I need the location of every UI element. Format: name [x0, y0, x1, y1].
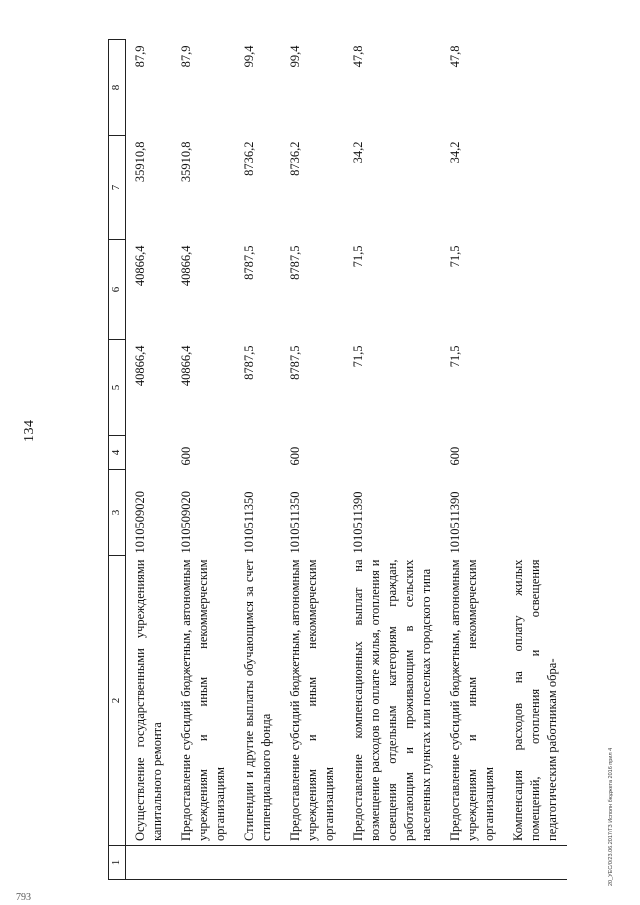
row-name: Предоставление компенсационных выплат на возмещение расходов по оплате жилья, отопления и освещения отдельным категориям граждан, работающим и проживающим в сельских населенных пунктах или поселках городского типа [351, 559, 433, 841]
row-name: Осуществление государственными учреждениями капитального ремонта [133, 559, 164, 841]
row-code: 1010511350 [288, 491, 302, 554]
row-col5: 71,5 [351, 345, 365, 368]
row-code: 1010511390 [351, 491, 365, 554]
header-col-1: 1 [109, 846, 126, 880]
row-kvr: 600 [448, 446, 462, 466]
budget-table [108, 39, 567, 880]
row-col7: 35910,8 [179, 141, 193, 183]
row-name: Стипендии и другие выплаты обучающимся за счет стипендиального фонда [242, 559, 273, 841]
row-col5 [504, 340, 567, 436]
header-col-5: 5 [109, 340, 126, 436]
row-col8: 47,8 [448, 45, 462, 68]
table-row [441, 40, 504, 880]
row-code: 1010511350 [242, 491, 256, 554]
row-kvr [235, 436, 281, 470]
header-col-7: 7 [109, 136, 126, 240]
row-col7: 8736,2 [288, 141, 302, 176]
row-col6: 40866,4 [179, 245, 193, 287]
row-col8: 87,9 [179, 45, 193, 68]
row-col6: 71,5 [448, 245, 462, 268]
row-code: 1010509020 [133, 491, 147, 554]
row-name: Предоставление субсидий бюджетным, автономным учреждениям и иным некоммерческим организациям [288, 559, 336, 841]
row-name: Предоставление субсидий бюджетным, автономным учреждениям и иным некоммерческим организациям [448, 559, 496, 841]
row-col8: 99,4 [288, 45, 302, 68]
row-col6 [504, 240, 567, 340]
corner-mark: 793 [16, 892, 31, 903]
row-kvr: 600 [179, 446, 193, 466]
header-col-4: 4 [109, 436, 126, 470]
rotated-page [108, 40, 578, 880]
row-col8: 99,4 [242, 45, 256, 68]
table-row [344, 40, 441, 880]
row-col8: 47,8 [351, 45, 365, 68]
header-col-2: 2 [109, 556, 126, 846]
row-col6: 40866,4 [133, 245, 147, 287]
row-col5: 8787,5 [288, 345, 302, 380]
row-col8 [504, 40, 567, 136]
row-kvr [126, 436, 173, 470]
table-row [235, 40, 281, 880]
row-col5: 71,5 [448, 345, 462, 368]
row-col7: 34,2 [448, 141, 462, 164]
header-col-8: 8 [109, 40, 126, 136]
row-kvr: 600 [288, 446, 302, 466]
row-col5: 8787,5 [242, 345, 256, 380]
row-col5: 40866,4 [133, 345, 147, 387]
header-col-3: 3 [109, 470, 126, 556]
row-col6: 8787,5 [242, 245, 256, 280]
table-header-row [109, 40, 126, 880]
row-name: Компенсация расходов на оплату жилых помещений, отопления и освещения педагогическим работникам обра- [511, 559, 559, 841]
footer-file-path: 20_УЕС/0/23.06.2017/ГЗ Исполн бюджета 2016 прил 4 [608, 747, 614, 886]
row-col8: 87,9 [133, 45, 147, 68]
row-code [504, 470, 567, 556]
table-row [126, 40, 173, 880]
row-col7: 8736,2 [242, 141, 256, 176]
row-code: 1010511390 [448, 491, 462, 554]
row-col7: 34,2 [351, 141, 365, 164]
row-col6: 8787,5 [288, 245, 302, 280]
row-col7: 35910,8 [133, 141, 147, 183]
row-kvr [344, 436, 441, 470]
row-col7 [504, 136, 567, 240]
table-row [504, 40, 567, 880]
table-row [172, 40, 235, 880]
page-number: 134 [22, 419, 37, 442]
row-code: 1010509020 [179, 491, 193, 554]
row-col6: 71,5 [351, 245, 365, 268]
header-col-6: 6 [109, 240, 126, 340]
row-name: Предоставление субсидий бюджетным, автономным учреждениям и иным некоммерческим организациям [179, 559, 227, 841]
table-row [281, 40, 344, 880]
row-kvr [504, 436, 567, 470]
row-col5: 40866,4 [179, 345, 193, 387]
